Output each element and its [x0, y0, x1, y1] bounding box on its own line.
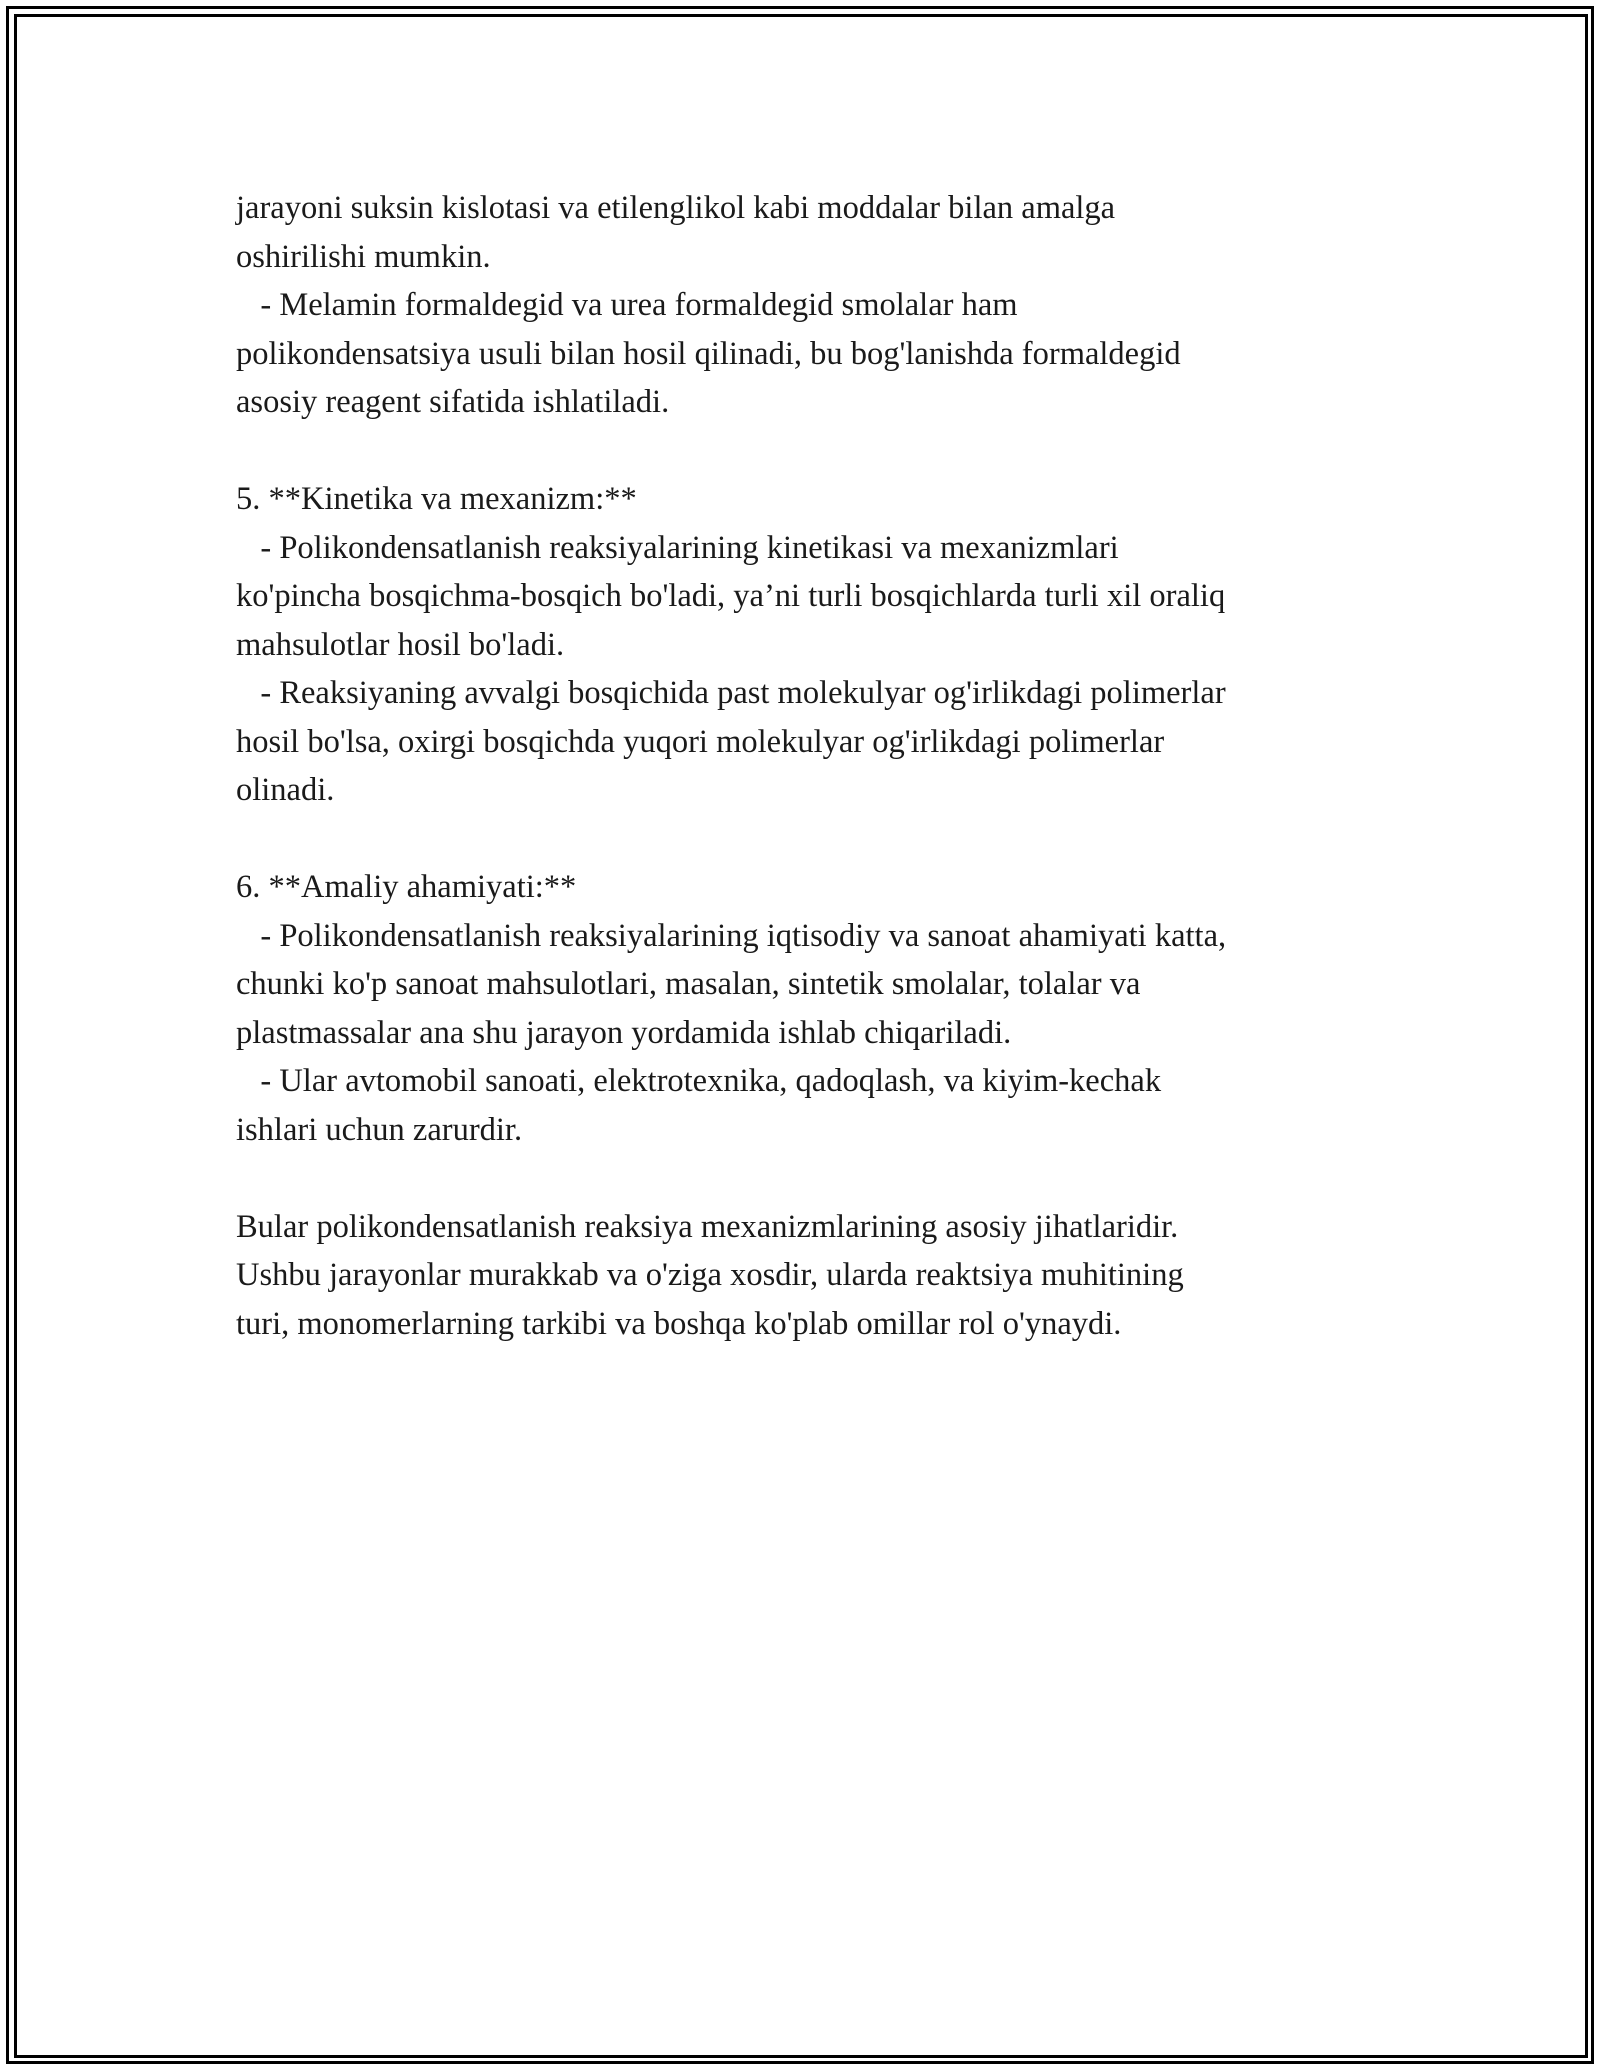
text-line: - Polikondensatlanish reaksiyalarining kinetikasi va mexanizmlari	[236, 529, 1119, 566]
document-body	[236, 184, 1366, 1348]
text-line: oshirilishi mumkin.	[236, 238, 491, 275]
text-line: - Melamin formaldegid va urea formaldegid smolalar ham	[236, 287, 1018, 323]
text-line: plastmassalar ana shu jarayon yordamida ishlab chiqariladi.	[236, 1014, 1012, 1051]
text-line: hosil bo'lsa, oxirgi bosqichda yuqori molekulyar og'irlikdagi polimerlar	[236, 723, 1165, 760]
text-line: - Ular avtomobil sanoati, elektrotexnika, qadoqlash, va kiyim-kechak	[236, 1063, 1162, 1099]
text-line: mahsulotlar hosil bo'ladi.	[236, 626, 565, 663]
text-line: polikondensatsiya usuli bilan hosil qilinadi, bu bog'lanishda formaldegid	[236, 335, 1181, 372]
text-line: olinadi.	[236, 772, 335, 808]
text-line: jarayoni suksin kislotasi va etilenglikol kabi moddalar bilan amalga	[236, 190, 1116, 226]
section-heading: 5. **Kinetika va mexanizm:**	[236, 481, 637, 517]
paragraph-gap	[236, 1154, 1366, 1203]
text-line: chunki ko'p sanoat mahsulotlari, masalan, sintetik smolalar, tolalar va	[236, 966, 1141, 1002]
text-line: turi, monomerlarning tarkibi va boshqa ko'plab omillar rol o'ynaydi.	[236, 1305, 1122, 1342]
paragraph-gap	[236, 427, 1366, 476]
text-line: - Polikondensatlanish reaksiyalarining iqtisodiy va sanoat ahamiyati katta,	[236, 917, 1227, 954]
text-line: Bular polikondensatlanish reaksiya mexanizmlarining asosiy jihatlaridir.	[236, 1208, 1179, 1245]
paragraph-gap	[236, 815, 1366, 864]
section-heading: 6. **Amaliy ahamiyati:**	[236, 869, 577, 905]
text-line: ko'pincha bosqichma-bosqich bo'ladi, ya’ni turli bosqichlarda turli xil oraliq	[236, 578, 1226, 614]
text-line: ishlari uchun zarurdir.	[236, 1111, 523, 1148]
text-line: - Reaksiyaning avvalgi bosqichida past molekulyar og'irlikdagi polimerlar	[236, 675, 1226, 711]
text-line: asosiy reagent sifatida ishlatiladi.	[236, 384, 670, 420]
text-line: Ushbu jarayonlar murakkab va o'ziga xosdir, ularda reaktsiya muhitining	[236, 1257, 1184, 1293]
